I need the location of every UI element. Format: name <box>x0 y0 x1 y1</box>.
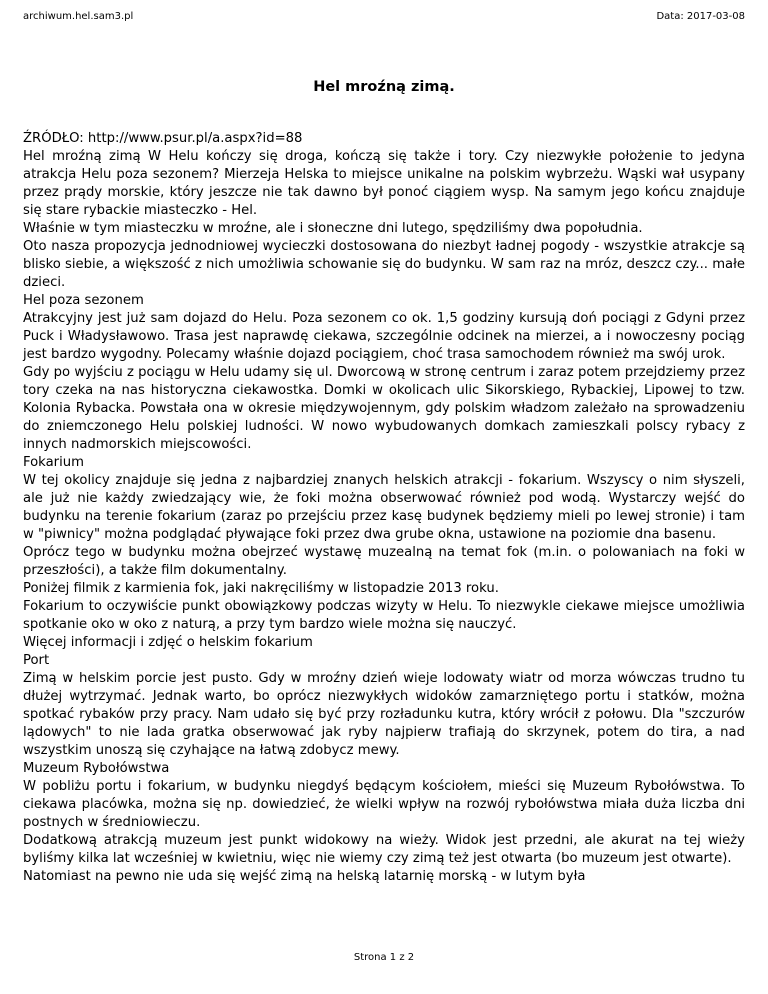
header-site-url: archiwum.hel.sam3.pl <box>23 11 134 22</box>
heading-museum: Muzeum Rybołówstwa <box>23 761 170 776</box>
paragraph-proposal: Oto nasza propozycja jednodniowej wycieczki dostosowana do niezbyt ładnej pogody - wszystkie atrakcje są blisko siebie, a większość z nich umożliwia schowanie się do budynku. W sam raz na mróz, deszcz czy... małe dzieci. <box>23 239 745 290</box>
paragraph-museum: W pobliżu portu i fokarium, w budynku niegdyś będącym kościołem, mieści się Muzeum Rybołówstwa. To ciekawa placówka, można się np. dowiedzieć, że wielki wpływ na rozwój rybołówstwa miała duża liczba dni postnych w średniowieczu. <box>23 779 745 830</box>
paragraph-tower: Dodatkową atrakcją muzeum jest punkt widokowy na wieży. Widok jest przedni, ale akurat na tej wieży byliśmy kilka lat wcześniej w kwietniu, więc nie wiemy czy zimą też jest otwarta (bo muzeum jest otwarte). <box>23 833 745 866</box>
heading-off-season: Hel poza sezonem <box>23 293 144 308</box>
paragraph-colony: Gdy po wyjściu z pociągu w Helu udamy się ul. Dworcową w stronę centrum i zaraz potem przejdziemy przez tory czeka na nas historyczna ciekawostka. Domki w okolicach ulic Sikorskiego, Rybackiej, Lipowej to tzw. Kolonia Rybacka. Powstała ona w okresie międzywojennym, gdy polskim władzom zależało na sprowadzeniu do zniemczonego Helu polskiej ludności. W nowo wybudowanych domkach zamieszkali polscy rybacy z innych nadmorskich miejscowości. <box>23 365 745 452</box>
document-body <box>23 130 745 886</box>
paragraph-exhibition: Oprócz tego w budynku można obejrzeć wystawę muzealną na temat fok (m.in. o polowaniach na foki w przeszłości), a także film dokumentalny. <box>23 545 745 578</box>
document-title: Hel mroźną zimą. <box>313 79 455 95</box>
page-header <box>23 11 745 25</box>
heading-fokarium: Fokarium <box>23 455 84 470</box>
paragraph-intro: Hel mroźną zimą W Helu kończy się droga, kończą się także i tory. Czy niezwykłe położenie to jedyna atrakcja Helu poza sezonem? Mierzeja Helska to miejsce unikalne na polskim wybrzeżu. Wąski wał usypany przez prądy morskie, który jeszcze nie tak dawno był ponoć ciągiem wysp. Na samym jego końcu znajduje się stare rybackie miasteczko - Hel. <box>23 149 745 218</box>
paragraph-fokarium: W tej okolicy znajduje się jedna z najbardziej znanych helskich atrakcji - fokarium. Wszyscy o nim słyszeli, ale już nie każdy zwiedzający wie, że foki można obserwować również pod wodą. Wystarczy wejść do budynku na terenie fokarium (zaraz po przejściu przez kasę budynek będziemy mieli po lewej stronie) i tam w "piwnicy" można podglądać pływające foki przez dwa grube okna, ustawione na poziomie dna basenu. <box>23 473 745 542</box>
paragraph-film: Poniżej filmik z karmienia fok, jaki nakręciliśmy w listopadzie 2013 roku. <box>23 581 499 596</box>
source-line: ŹRÓDŁO: http://www.psur.pl/a.aspx?id=88 <box>23 131 303 146</box>
link-more-fokarium[interactable]: Więcej informacji i zdjęć o helskim fokarium <box>23 635 313 650</box>
paragraph-travel: Atrakcyjny jest już sam dojazd do Helu. Poza sezonem co ok. 1,5 godziny kursują doń pociągi z Gdyni przez Puck i Władysławowo. Trasa jest naprawdę ciekawa, szczególnie odcinek na mierzei, a i nowoczesny pociąg jest bardzo wygodny. Polecamy właśnie dojazd pociągiem, choć trasa samochodem również ma swój urok. <box>23 311 745 362</box>
page-number: Strona 1 z 2 <box>353 952 415 963</box>
paragraph-visit: Właśnie w tym miasteczku w mroźne, ale i słoneczne dni lutego, spędziliśmy dwa popołudnia. <box>23 221 643 236</box>
heading-port: Port <box>23 653 50 668</box>
paragraph-fokarium-must: Fokarium to oczywiście punkt obowiązkowy podczas wizyty w Helu. To niezwykle ciekawe miejsce umożliwia spotkanie oko w oko z naturą, a przy tym bardzo wiele można się nauczyć. <box>23 599 745 632</box>
paragraph-port: Zimą w helskim porcie jest pusto. Gdy w mroźny dzień wieje lodowaty wiatr od morza wówczas trudno tu dłużej wytrzymać. Jednak warto, bo oprócz niezwykłych widoków zamarzniętego portu i statków, można spotkać rybaków przy pracy. Nam udało się być przy rozładunku kutra, który wrócił z połowu. Dla "szczurów lądowych" to nie lada gratka obserwować jak ryby najpierw trafiają do skrzynek, potem do tira, a nad wszystkim unoszą się czyhające na łatwą zdobycz mewy. <box>23 671 745 758</box>
header-date: Data: 2017-03-08 <box>656 11 745 22</box>
paragraph-lighthouse: Natomiast na pewno nie uda się wejść zimą na helską latarnię morską - w lutym była <box>23 869 586 884</box>
